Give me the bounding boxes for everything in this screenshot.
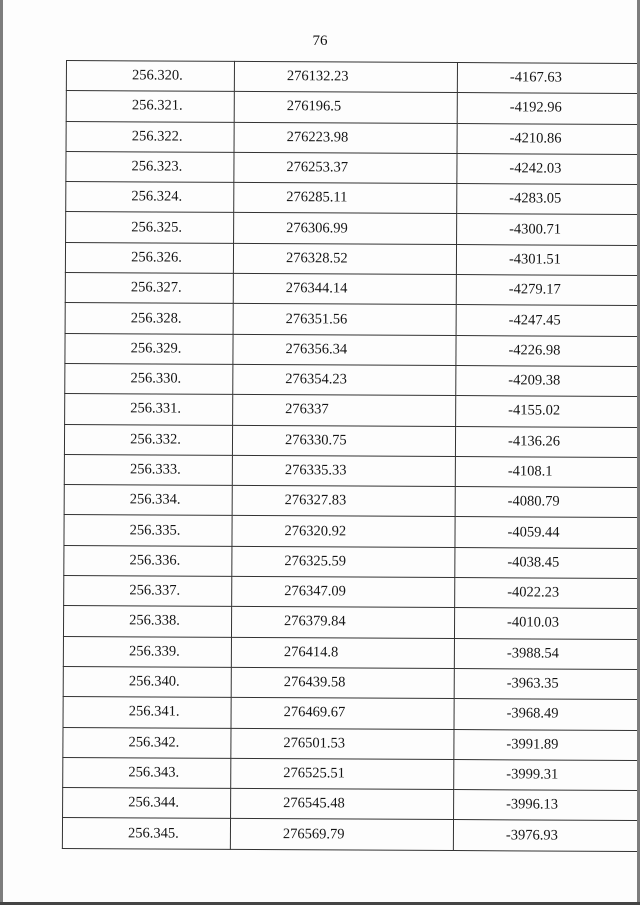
coordinates-table-wrapper xyxy=(62,60,570,851)
y-coordinate-cell: -3988.54 xyxy=(454,638,637,670)
table-row xyxy=(65,273,637,307)
point-number-cell: 256.322. xyxy=(66,121,234,152)
table-row xyxy=(64,515,637,549)
x-coordinate-cell: 276335.33 xyxy=(232,455,455,486)
x-coordinate-cell: 276356.34 xyxy=(233,334,456,365)
table-row xyxy=(66,121,637,155)
table-row xyxy=(63,666,637,700)
point-number-cell: 256.340. xyxy=(63,666,231,697)
point-number-cell: 256.344. xyxy=(63,788,231,819)
table-row xyxy=(65,333,637,367)
x-coordinate-cell: 276325.59 xyxy=(232,546,455,577)
y-coordinate-cell: -4059.44 xyxy=(455,517,637,549)
y-coordinate-cell: -4242.03 xyxy=(457,153,637,185)
point-number-cell: 256.323. xyxy=(66,151,234,182)
document-page xyxy=(3,0,637,904)
table-row xyxy=(63,757,637,791)
table-row xyxy=(64,576,637,610)
x-coordinate-cell: 276328.52 xyxy=(233,243,456,274)
table-row xyxy=(66,151,637,185)
point-number-cell: 256.343. xyxy=(63,757,231,788)
y-coordinate-cell: -4210.86 xyxy=(457,123,637,155)
x-coordinate-cell: 276501.53 xyxy=(231,728,454,759)
y-coordinate-cell: -4279.17 xyxy=(456,275,637,307)
x-coordinate-cell: 276306.99 xyxy=(234,213,457,244)
table-row xyxy=(66,182,637,216)
y-coordinate-cell: -4155.02 xyxy=(456,396,637,428)
point-number-cell: 256.327. xyxy=(65,273,233,304)
table-row xyxy=(65,394,637,428)
table-row xyxy=(66,61,637,95)
table-row xyxy=(64,454,637,488)
x-coordinate-cell: 276330.75 xyxy=(232,425,455,456)
x-coordinate-cell: 276347.09 xyxy=(232,576,455,607)
coordinates-table-body xyxy=(62,61,637,852)
x-coordinate-cell: 276414.8 xyxy=(231,637,454,668)
point-number-cell: 256.345. xyxy=(62,818,230,849)
x-coordinate-cell: 276545.48 xyxy=(231,788,454,819)
y-coordinate-cell: -4192.96 xyxy=(457,93,637,125)
table-row xyxy=(63,788,637,822)
y-coordinate-cell: -4022.23 xyxy=(455,578,637,610)
point-number-cell: 256.321. xyxy=(66,91,234,122)
x-coordinate-cell: 276320.92 xyxy=(232,516,455,547)
x-coordinate-cell: 276132.23 xyxy=(234,61,457,92)
point-number-cell: 256.334. xyxy=(64,485,232,516)
point-number-cell: 256.341. xyxy=(63,697,231,728)
y-coordinate-cell: -4300.71 xyxy=(457,214,637,246)
point-number-cell: 256.339. xyxy=(63,636,231,667)
x-coordinate-cell: 276285.11 xyxy=(234,183,457,214)
table-row xyxy=(64,424,637,458)
y-coordinate-cell: -4283.05 xyxy=(457,184,637,216)
table-row xyxy=(64,545,637,579)
coordinates-table xyxy=(62,60,637,852)
y-coordinate-cell: -3963.35 xyxy=(454,668,637,700)
point-number-cell: 256.330. xyxy=(65,363,233,394)
point-number-cell: 256.326. xyxy=(65,242,233,273)
x-coordinate-cell: 276469.67 xyxy=(231,698,454,729)
table-row xyxy=(63,606,637,640)
table-row xyxy=(66,212,637,246)
y-coordinate-cell: -3991.89 xyxy=(454,729,637,761)
point-number-cell: 256.336. xyxy=(64,545,232,576)
y-coordinate-cell: -4136.26 xyxy=(455,426,637,458)
x-coordinate-cell: 276253.37 xyxy=(234,152,457,183)
x-coordinate-cell: 276439.58 xyxy=(231,667,454,698)
point-number-cell: 256.320. xyxy=(66,61,234,92)
y-coordinate-cell: -3976.93 xyxy=(453,820,637,852)
table-row xyxy=(65,303,637,337)
y-coordinate-cell: -4226.98 xyxy=(456,335,637,367)
point-number-cell: 256.325. xyxy=(66,212,234,243)
y-coordinate-cell: -4038.45 xyxy=(455,547,637,579)
point-number-cell: 256.335. xyxy=(64,515,232,546)
x-coordinate-cell: 276327.83 xyxy=(232,486,455,517)
table-row xyxy=(62,818,637,852)
point-number-cell: 256.328. xyxy=(65,303,233,334)
x-coordinate-cell: 276223.98 xyxy=(234,122,457,153)
y-coordinate-cell: -4108.1 xyxy=(455,456,637,488)
x-coordinate-cell: 276525.51 xyxy=(231,758,454,789)
y-coordinate-cell: -4209.38 xyxy=(456,366,637,398)
y-coordinate-cell: -3999.31 xyxy=(454,759,637,791)
table-row xyxy=(63,697,637,731)
y-coordinate-cell: -4301.51 xyxy=(456,244,637,276)
point-number-cell: 256.329. xyxy=(65,333,233,364)
y-coordinate-cell: -3996.13 xyxy=(454,790,637,822)
point-number-cell: 256.331. xyxy=(65,394,233,425)
table-row xyxy=(64,485,637,519)
x-coordinate-cell: 276379.84 xyxy=(231,607,454,638)
page-number: 76 xyxy=(312,33,328,49)
table-row xyxy=(66,91,637,125)
y-coordinate-cell: -4247.45 xyxy=(456,305,637,337)
point-number-cell: 256.332. xyxy=(64,424,232,455)
x-coordinate-cell: 276196.5 xyxy=(234,92,457,123)
point-number-cell: 256.333. xyxy=(64,454,232,485)
table-row xyxy=(63,727,637,761)
x-coordinate-cell: 276344.14 xyxy=(233,273,456,304)
point-number-cell: 256.324. xyxy=(66,182,234,213)
table-row xyxy=(63,636,637,670)
y-coordinate-cell: -4080.79 xyxy=(455,487,637,519)
table-row xyxy=(65,363,637,397)
table-row xyxy=(65,242,637,276)
x-coordinate-cell: 276351.56 xyxy=(233,304,456,335)
y-coordinate-cell: -4167.63 xyxy=(457,63,637,95)
x-coordinate-cell: 276337 xyxy=(233,395,456,426)
x-coordinate-cell: 276354.23 xyxy=(233,364,456,395)
y-coordinate-cell: -3968.49 xyxy=(454,699,637,731)
point-number-cell: 256.342. xyxy=(63,727,231,758)
point-number-cell: 256.338. xyxy=(63,606,231,637)
point-number-cell: 256.337. xyxy=(64,576,232,607)
y-coordinate-cell: -4010.03 xyxy=(454,608,637,640)
x-coordinate-cell: 276569.79 xyxy=(230,819,453,850)
